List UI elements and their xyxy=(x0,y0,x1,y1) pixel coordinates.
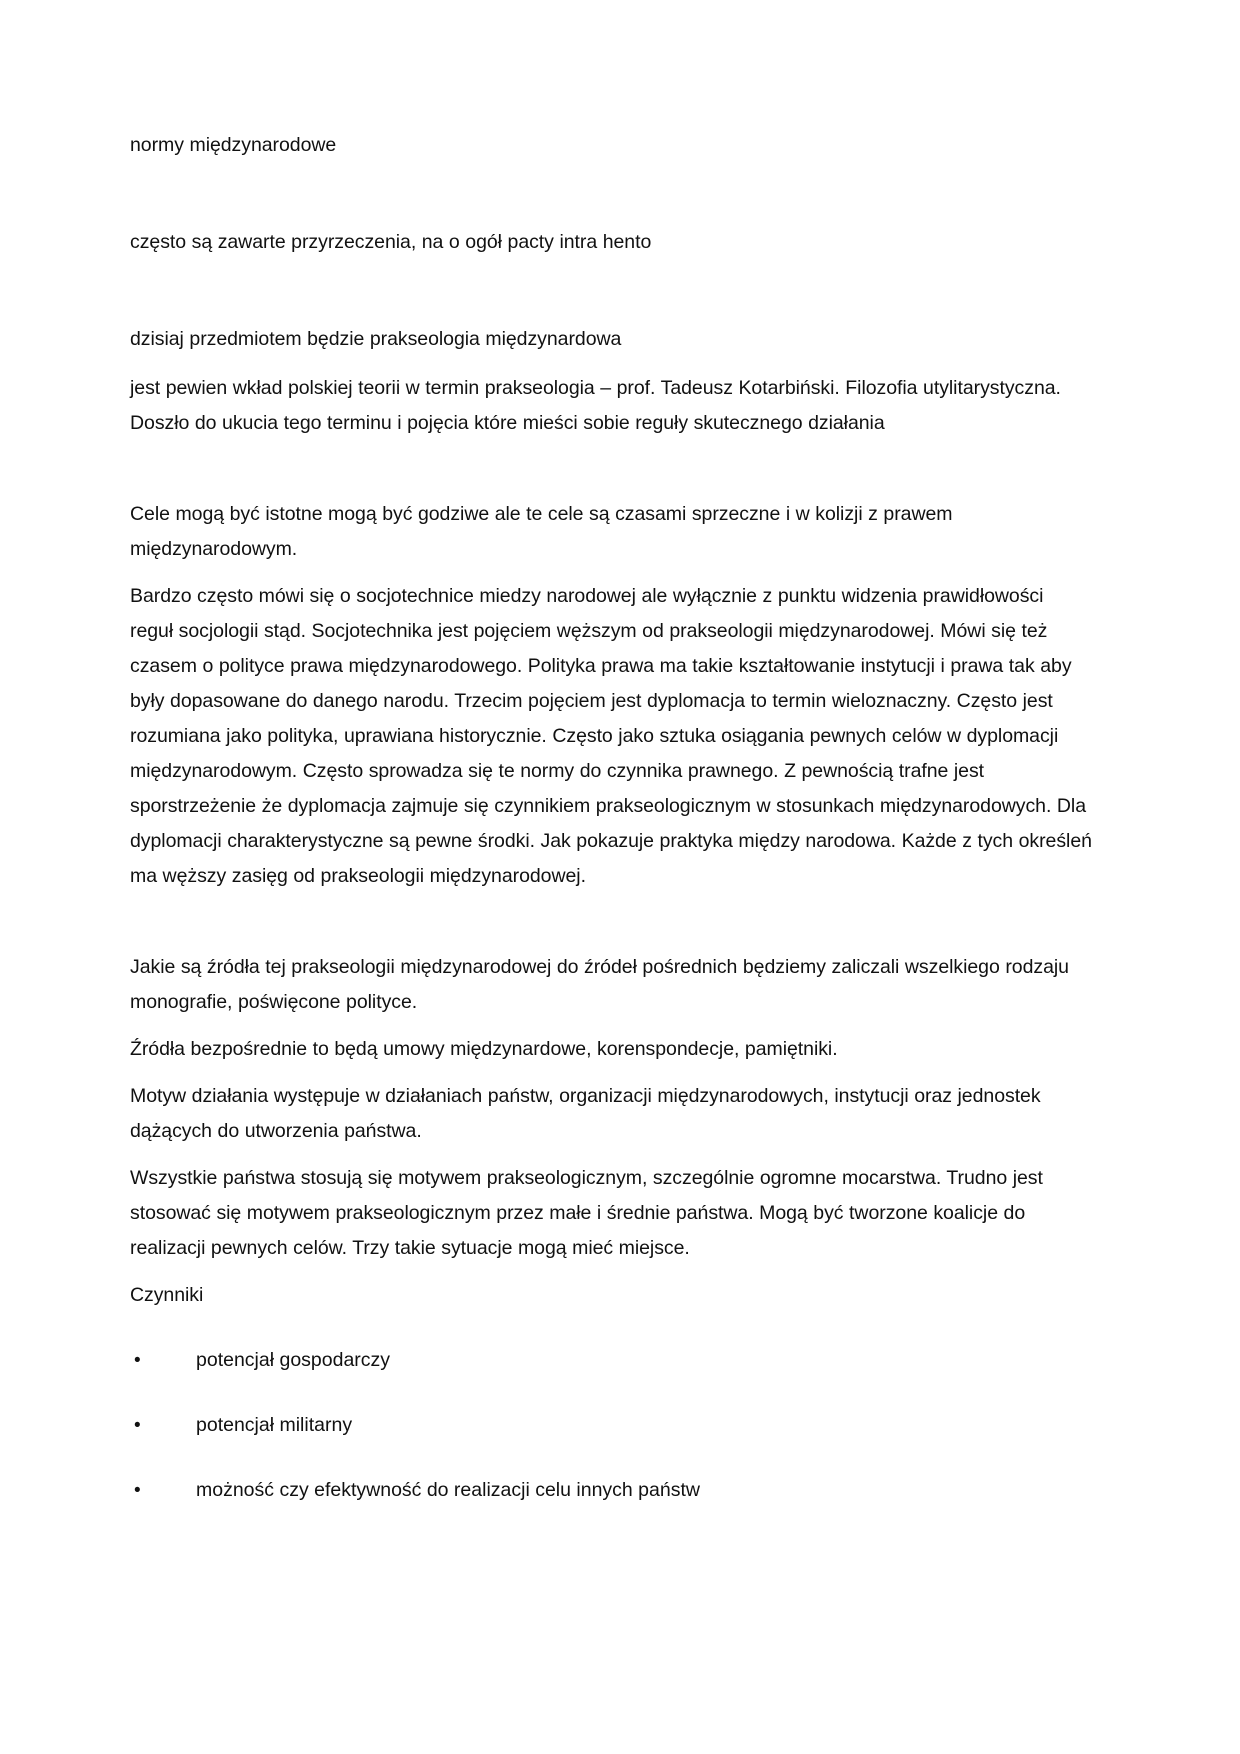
paragraph-sources-indirect: Jakie są źródła tej prakseologii międzynarodowej do źródeł pośrednich będziemy zaliczali wszelkiego rodzaju monografie, poświęcone polityce. xyxy=(130,956,1069,1013)
paragraph-factors-label: Czynniki xyxy=(130,1284,204,1306)
paragraph-sources-direct: Źródła bezpośrednie to będą umowy międzynardowe, korenspondecje, pamiętniki. xyxy=(130,1038,838,1060)
paragraph-motive: Motyw działania występuje w działaniach państw, organizacji międzynarodowych, instytucji oraz jednostek dążących do utworzenia państwa. xyxy=(130,1085,1041,1142)
spacer xyxy=(130,260,1092,322)
paragraph-all-states: Wszystkie państwa stosują się motywem prakseologicznym, szczególnie ogromne mocarstwa. Trudno jest stosować się motywem prakseologicznym przez małe i średnie państwa. Mogą być tworzone koalicje do realizacji pewnych celów. Trzy takie sytuacje mogą mieć miejsce. xyxy=(130,1167,1043,1259)
paragraph-promises: często są zawarte przyrzeczenia, na o ogół pacty intra hento xyxy=(130,231,652,253)
paragraph-today-topic: dzisiaj przedmiotem będzie prakseologia międzynardowa xyxy=(130,328,622,350)
list-item-label: możność czy efektywność do realizacji celu innych państw xyxy=(196,1479,700,1501)
factors-bullet-list xyxy=(130,1343,1092,1508)
bullet-icon: • xyxy=(134,1480,141,1501)
bullet-icon: • xyxy=(134,1350,141,1371)
paragraph-kotarbinski: jest pewien wkład polskiej teorii w termin prakseologia – prof. Tadeusz Kotarbiński. Filozofia utylitarystyczna. Doszło do ukucia tego terminu i pojęcia które mieści sobie reguły skutecznego działania xyxy=(130,377,1061,434)
paragraph-goals: Cele mogą być istotne mogą być godziwe ale te cele są czasami sprzeczne i w kolizji z prawem międzynarodowym. xyxy=(130,503,953,560)
paragraph-sociotechnics: Bardzo często mówi się o socjotechnice miedzy narodowej ale wyłącznie z punktu widzenia prawidłowości reguł socjologii stąd. Socjotechnika jest pojęciem węższym od prakseologii międzynarodowej. Mówi się też czasem o polityce prawa międzynarodowego. Polityka prawa ma takie kształtowanie instytucji i prawa tak aby były dopasowane do danego narodu. Trzecim pojęciem jest dyplomacja to termin wieloznaczny. Często jest rozumiana jako polityka, uprawiana historycznie. Często jako sztuka osiągania pewnych celów w dyplomacji międzynarodowym. Często sprowadza się te normy do czynnika prawnego. Z pewnością trafne jest sporstrzeżenie że dyplomacja zajmuje się czynnikiem prakseologicznym w stosunkach międzynarodowych. Dla dyplomacji charakterystyczne są pewne środki. Jak pokazuje praktyka między narodowa. Każde z tych określeń ma węższy zasięg od prakseologii międzynarodowej. xyxy=(130,585,1092,887)
paragraph-heading-norms: normy międzynarodowe xyxy=(130,134,337,156)
list-item-label: potencjał gospodarczy xyxy=(196,1349,391,1371)
list-item xyxy=(130,1408,1092,1443)
spacer xyxy=(130,567,1092,579)
list-item xyxy=(130,1343,1092,1378)
spacer xyxy=(130,1020,1092,1032)
bullet-icon: • xyxy=(134,1415,141,1436)
spacer xyxy=(130,441,1092,497)
spacer xyxy=(130,163,1092,225)
spacer xyxy=(130,1149,1092,1161)
list-item xyxy=(130,1473,1092,1508)
spacer xyxy=(130,1067,1092,1079)
document-body xyxy=(130,128,1092,1508)
spacer xyxy=(130,357,1092,371)
list-item-label: potencjał militarny xyxy=(196,1414,353,1436)
spacer xyxy=(130,1266,1092,1278)
spacer xyxy=(130,894,1092,950)
